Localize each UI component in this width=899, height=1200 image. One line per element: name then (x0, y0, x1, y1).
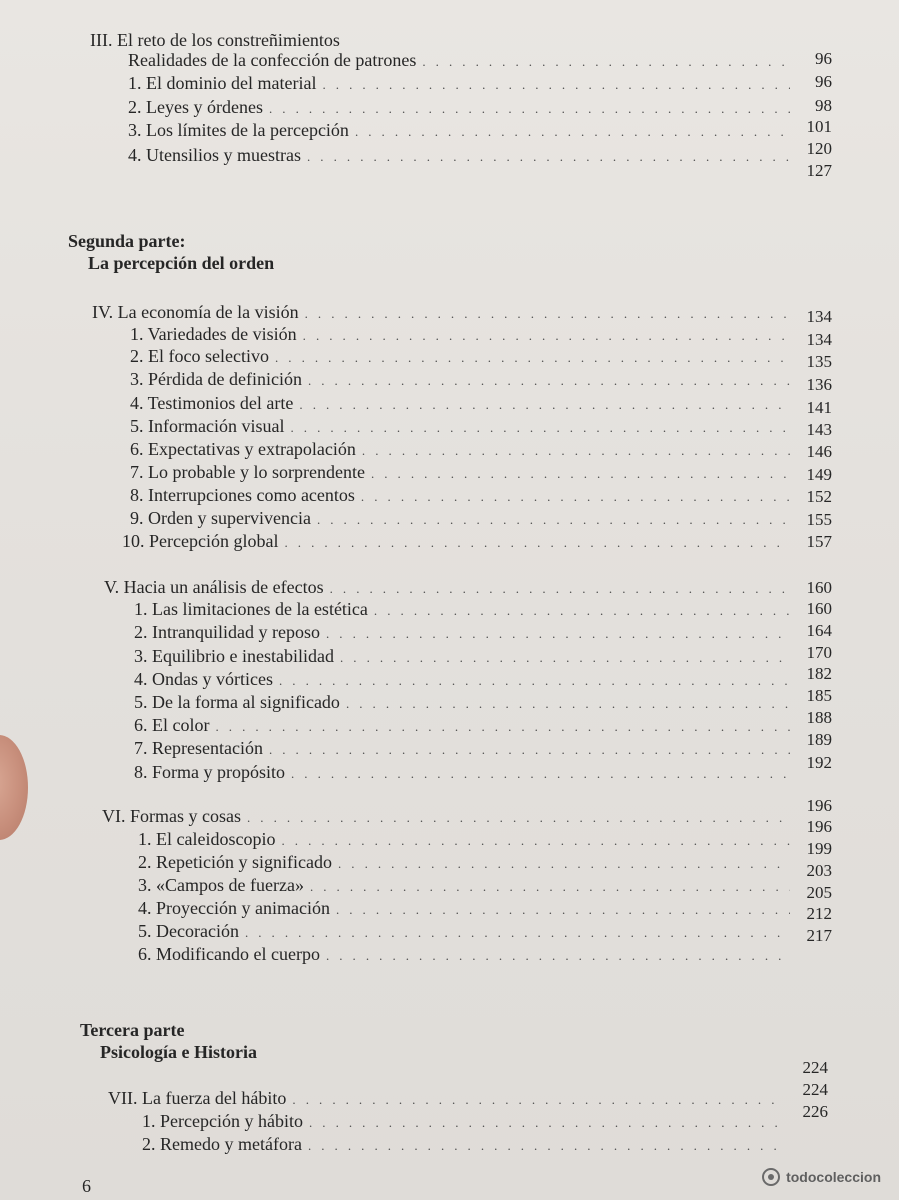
watermark (762, 1168, 881, 1186)
toc-page: 98 (815, 96, 832, 115)
leader-dots (355, 125, 790, 140)
leader-dots (307, 150, 790, 165)
toc-label: 2. El foco selectivo (130, 346, 269, 366)
toc-label: 1. Percepción y hábito (142, 1111, 303, 1131)
leader-dots (371, 467, 790, 482)
leader-dots (317, 513, 790, 528)
toc-entry (130, 439, 790, 459)
toc-label: V. Hacia un análisis de efectos (104, 577, 324, 597)
leader-dots (284, 536, 790, 551)
leader-dots (215, 720, 790, 735)
toc-page: 149 (806, 465, 832, 484)
toc-entry (130, 393, 790, 413)
toc-chapter-iii (90, 30, 790, 50)
toc-page: 157 (806, 532, 832, 551)
toc-label: VI. Formas y cosas (102, 806, 241, 826)
toc-page: 224 (802, 1058, 828, 1077)
toc-label: 10. Percepción global (122, 531, 279, 551)
leader-dots (362, 444, 790, 459)
toc-label: 3. Los límites de la percepción (128, 120, 349, 140)
toc-page: 136 (806, 375, 832, 394)
leader-dots (275, 351, 790, 366)
toc-label: 8. Interrupciones como acentos (130, 485, 355, 505)
toc-page: 160 (806, 599, 832, 618)
toc-entry (130, 369, 790, 389)
toc-label: 2. Repetición y significado (138, 852, 332, 872)
leader-dots (326, 627, 790, 642)
toc-label: 4. Utensilios y muestras (128, 145, 301, 165)
part-title: Segunda parte: (68, 231, 186, 251)
toc-entry (134, 646, 790, 666)
toc-chapter-vii (108, 1088, 784, 1108)
toc-page: 135 (806, 352, 832, 371)
toc-label: 1. Variedades de visión (130, 324, 297, 344)
toc-page: 170 (806, 643, 832, 662)
toc-entry (142, 1134, 784, 1154)
toc-page: 141 (806, 398, 832, 417)
leader-dots (309, 1116, 784, 1131)
toc-label: 2. Leyes y órdenes (128, 97, 263, 117)
toc-entry (138, 875, 790, 895)
toc-label: 4. Proyección y animación (138, 898, 330, 918)
toc-label: 6. Expectativas y extrapolación (130, 439, 356, 459)
leader-dots (340, 651, 790, 666)
toc-page: 203 (806, 861, 832, 880)
toc-page: 127 (806, 161, 832, 180)
toc-entry (130, 346, 790, 366)
toc-entry (128, 120, 790, 140)
leader-dots (346, 697, 790, 712)
toc-label: 6. Modificando el cuerpo (138, 944, 320, 964)
toc-entry (142, 1111, 784, 1131)
toc-entry (138, 898, 790, 918)
toc-entry (130, 462, 790, 482)
toc-chapter-vi (102, 806, 790, 826)
toc-page: 196 (806, 817, 832, 836)
toc-entry (134, 622, 790, 642)
toc-label: 6. El color (134, 715, 210, 735)
toc-page: 96 (815, 49, 832, 68)
part-subtitle: La percepción del orden (88, 253, 275, 273)
leader-dots (245, 926, 790, 941)
leader-dots (269, 743, 790, 758)
toc-label: 5. Decoración (138, 921, 239, 941)
toc-entry (138, 852, 790, 872)
finger-shadow (0, 735, 28, 840)
leader-dots (338, 857, 790, 872)
leader-dots (361, 490, 790, 505)
leader-dots (308, 374, 790, 389)
toc-label: 8. Forma y propósito (134, 762, 285, 782)
toc-label: 5. Información visual (130, 416, 285, 436)
toc-label: 7. Representación (134, 738, 263, 758)
toc-entry (134, 738, 790, 758)
leader-dots (292, 1093, 784, 1108)
toc-page: 164 (806, 621, 832, 640)
leader-dots (247, 811, 790, 826)
toc-label: 4. Testimonios del arte (130, 393, 294, 413)
toc-page: 134 (806, 330, 832, 349)
leader-dots (279, 674, 790, 689)
part-title: Tercera parte (80, 1020, 185, 1040)
leader-dots (422, 55, 790, 70)
leader-dots (299, 398, 790, 413)
leader-dots (291, 767, 790, 782)
toc-label: Realidades de la confección de patrones (128, 50, 417, 70)
toc-label: 2. Remedo y metáfora (142, 1134, 302, 1154)
leader-dots (308, 1139, 784, 1154)
leader-dots (336, 903, 790, 918)
toc-entry (130, 416, 790, 436)
toc-label: 3. Equilibrio e inestabilidad (134, 646, 334, 666)
leader-dots (305, 307, 790, 322)
toc-entry (130, 485, 790, 505)
watermark-text: todocoleccion (786, 1169, 881, 1185)
toc-page: 205 (806, 883, 832, 902)
toc-entry (134, 762, 790, 782)
toc-page: 160 (806, 578, 832, 597)
toc-label: 3. Pérdida de definición (130, 369, 302, 389)
leader-dots (269, 102, 790, 117)
toc-page: 155 (806, 510, 832, 529)
leader-dots (330, 582, 790, 597)
toc-entry (134, 669, 790, 689)
toc-page: 134 (806, 307, 832, 326)
toc-label: 2. Intranquilidad y reposo (134, 622, 320, 642)
toc-label: 7. Lo probable y lo sorprendente (130, 462, 365, 482)
toc-label: 4. Ondas y vórtices (134, 669, 273, 689)
toc-entry (138, 944, 790, 964)
toc-label: 1. El dominio del material (128, 73, 317, 93)
watermark-logo-icon (762, 1168, 780, 1186)
toc-label: 1. El caleidoscopio (138, 829, 276, 849)
toc-label: VII. La fuerza del hábito (108, 1088, 287, 1108)
leader-dots (281, 834, 790, 849)
toc-entry (122, 531, 790, 551)
toc-page: 120 (806, 139, 832, 158)
toc-entry (128, 73, 790, 93)
toc-page: 182 (806, 664, 832, 683)
toc-page: 96 (815, 72, 832, 91)
toc-entry (130, 508, 790, 528)
toc-chapter-v (104, 577, 790, 597)
leader-dots (322, 78, 790, 93)
part-subtitle: Psicología e Historia (100, 1042, 257, 1062)
toc-entry (134, 715, 790, 735)
leader-dots (326, 949, 790, 964)
toc-entry (138, 829, 790, 849)
toc-label: 1. Las limitaciones de la estética (134, 599, 368, 619)
toc-label: 9. Orden y supervivencia (130, 508, 311, 528)
toc-chapter-iv (92, 302, 790, 322)
toc-page: 143 (806, 420, 832, 439)
toc-label: III. El reto de los constreñimientos (90, 30, 340, 50)
toc-page: 146 (806, 442, 832, 461)
toc-entry (128, 97, 790, 117)
toc-page: 101 (806, 117, 832, 136)
toc-label: IV. La economía de la visión (92, 302, 299, 322)
leader-dots (374, 604, 790, 619)
toc-label: 5. De la forma al significado (134, 692, 340, 712)
toc-entry (128, 145, 790, 165)
toc-entry (128, 50, 790, 70)
toc-entry (134, 599, 790, 619)
leader-dots (290, 421, 790, 436)
toc-page: 152 (806, 487, 832, 506)
leader-dots (303, 329, 790, 344)
toc-entry (138, 921, 790, 941)
toc-page: 192 (806, 753, 832, 772)
toc-page: 217 (806, 926, 832, 945)
toc-page: 226 (802, 1102, 828, 1121)
toc-page: 196 (806, 796, 832, 815)
toc-entry (134, 692, 790, 712)
page-number: 6 (82, 1176, 91, 1196)
toc-page: 212 (806, 904, 832, 923)
toc-page: 188 (806, 708, 832, 727)
toc-page: 224 (802, 1080, 828, 1099)
toc-page: 185 (806, 686, 832, 705)
leader-dots (310, 880, 790, 895)
toc-page: 189 (806, 730, 832, 749)
toc-entry (130, 324, 790, 344)
toc-page: 199 (806, 839, 832, 858)
toc-label: 3. «Campos de fuerza» (138, 875, 304, 895)
